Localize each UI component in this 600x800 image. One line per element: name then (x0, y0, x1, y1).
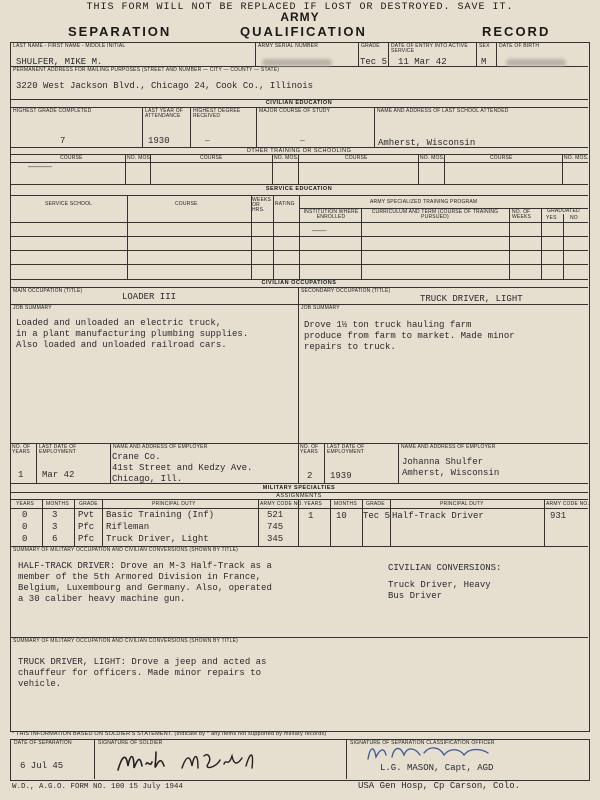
col-weeks: WEEKS OR HRS. (252, 197, 272, 213)
label-highest-grade: HIGHEST GRADE COMPLETED (13, 108, 92, 114)
label-secondary-occupation: SECONDARY OCCUPATION (TITLE) (301, 288, 391, 294)
label-officer-signature: SIGNATURE OF SEPARATION CLASSIFICATION OFFICER (350, 740, 495, 746)
label-astp: ARMY SPECIALIZED TRAINING PROGRAM (370, 199, 478, 205)
row-code: 521 (267, 510, 284, 520)
label-job-summary-secondary: JOB SUMMARY (301, 305, 340, 311)
name-value: SHULFER, MIKE M. (16, 57, 103, 67)
col-years-left: YEARS (16, 501, 34, 507)
other-training-none: —————— (28, 163, 51, 172)
label-major: MAJOR COURSE OF STUDY (259, 108, 331, 114)
summary-truck-driver-light: TRUCK DRIVER, LIGHT: Drove a jeep and acted as chauffeur for officers. Made minor repairs to vehicle. (18, 657, 267, 689)
col-graduated: GRADUATED (547, 208, 580, 214)
major-value: — (300, 137, 305, 146)
col-no-weeks: NO. OF WEEKS (512, 209, 532, 220)
col-course-2: COURSE (200, 155, 223, 161)
row-code: 745 (267, 522, 284, 532)
row-months: 6 (52, 534, 58, 544)
grade-value: Tec 5 (360, 57, 388, 67)
soldier-signature (112, 742, 292, 778)
label-separation-date: DATE OF SEPARATION (14, 740, 72, 746)
label-grade: GRADE (361, 43, 380, 49)
label-soldier-signature: SIGNATURE OF SOLDIER (98, 740, 163, 746)
row-months: 10 (336, 511, 347, 521)
hospital-location: USA Gen Hosp, Cp Carson, Colo. (358, 781, 521, 791)
secondary-years-value: 2 (307, 471, 313, 481)
label-highest-degree: HIGHEST DEGREE RECEIVED (193, 108, 241, 119)
label-serial: ARMY SERIAL NUMBER (258, 43, 319, 49)
form-number: W.D., A.G.O. FORM NO. 100 15 July 1944 (12, 783, 184, 791)
label-last-year: LAST YEAR OF ATTENDANCE (145, 108, 184, 119)
main-occupation-value: LOADER III (122, 292, 177, 302)
main-lastdate-value: Mar 42 (42, 470, 75, 480)
label-assignments: ASSIGNMENTS (276, 493, 322, 499)
col-grade-right: GRADE (366, 501, 385, 507)
col-yes: YES (546, 215, 557, 221)
row-grade: Tec 5 (363, 511, 391, 521)
row-years: 0 (22, 534, 28, 544)
footer-note: * THIS INFORMATION BASED ON SOLDIER'S STATEMENT. (Indicate by * any items not supported by military records) (12, 731, 327, 737)
col-duty-left: PRINCIPAL DUTY (152, 501, 196, 507)
form-army-heading: ARMY (280, 10, 320, 24)
title-qualification: QUALIFICATION (240, 24, 367, 39)
main-job-summary: Loaded and unloaded an electric truck, in a plant manufacturing plumbing supplies. Also loaded and unloaded railroad cars. (16, 318, 249, 350)
col-nomos-3: NO. MOS. (420, 155, 445, 161)
col-no: NO (570, 215, 578, 221)
col-service-school: SERVICE SCHOOL (45, 201, 93, 207)
redacted-serial (262, 59, 332, 66)
col-months-left: MONTHS (46, 501, 69, 507)
label-other-training: OTHER TRAINING OR SCHOOLING (246, 148, 352, 154)
row-months: 3 (52, 522, 58, 532)
title-separation: SEPARATION (68, 24, 172, 39)
col-code-left: ARMY CODE NO. (260, 501, 304, 507)
highest-grade-value: 7 (60, 136, 66, 146)
col-years-right: YEARS (304, 501, 322, 507)
row-years: 1 (308, 511, 314, 521)
summary-half-track-driver: HALF-TRACK DRIVER: Drove an M-3 Half-Track as a member of the 5th Armored Division in France, Belgium, Luxembourg and Germany. Also, operated a 30 caliber heavy machine gun. (18, 561, 272, 604)
section-service-education: SERVICE EDUCATION (265, 186, 333, 192)
label-entry-date: DATE OF ENTRY INTO ACTIVE SERVICE (391, 43, 468, 54)
civilian-conversions-list: Truck Driver, Heavy Bus Driver (388, 580, 491, 601)
sex-value: M (481, 57, 487, 67)
main-employer-value: Crane Co. 41st Street and Kedzy Ave. Chicago, Ill. (112, 452, 253, 484)
label-employer-secondary: NAME AND ADDRESS OF EMPLOYER (401, 444, 496, 450)
last-year-value: 1930 (148, 136, 170, 146)
label-summary-2: SUMMARY OF MILITARY OCCUPATION AND CIVILIAN CONVERSIONS (SHOWN BY TITLE) (13, 638, 238, 644)
civilian-conversions-title: CIVILIAN CONVERSIONS: (388, 563, 502, 573)
col-nomos-2: NO. MOS. (274, 155, 299, 161)
row-duty: Half-Track Driver (392, 511, 484, 521)
last-school-value: Amherst, Wisconsin (378, 138, 476, 148)
row-duty: Truck Driver, Light (106, 534, 209, 544)
col-nomos-4: NO. MOS. (564, 155, 589, 161)
officer-name: L.G. MASON, Capt, AGD (380, 763, 494, 773)
institution-value: ——— (312, 227, 327, 236)
col-institution: INSTITUTION WHERE ENROLLED (303, 209, 359, 220)
col-rating: RATING (275, 201, 295, 207)
label-summary-1: SUMMARY OF MILITARY OCCUPATION AND CIVILIAN CONVERSIONS (SHOWN BY TITLE) (13, 547, 238, 553)
row-code: 931 (550, 511, 567, 521)
entry-date-value: 11 Mar 42 (398, 57, 447, 67)
col-duty-right: PRINCIPAL DUTY (440, 501, 484, 507)
row-duty: Basic Training (Inf) (106, 510, 215, 520)
label-lastdate-secondary: LAST DATE OF EMPLOYMENT (327, 444, 365, 455)
main-years-value: 1 (18, 470, 24, 480)
row-code: 345 (267, 534, 284, 544)
label-main-occupation: MAIN OCCUPATION (TITLE) (13, 288, 83, 294)
separation-date-value: 6 Jul 45 (20, 761, 64, 771)
col-course-3: COURSE (345, 155, 368, 161)
col-grade-left: GRADE (79, 501, 98, 507)
label-address: PERMANENT ADDRESS FOR MAILING PURPOSES (STREET AND NUMBER — CITY — COUNTY — STATE) (13, 67, 280, 73)
address-value: 3220 West Jackson Blvd., Chicago 24, Cook Co., Illinois (16, 81, 314, 91)
label-job-summary-main: JOB SUMMARY (13, 305, 52, 311)
row-grade: Pfc (78, 522, 95, 532)
label-years-secondary: NO. OF YEARS (300, 444, 319, 455)
row-years: 0 (22, 522, 28, 532)
secondary-job-summary: Drove 1½ ton truck hauling farm produce from farm to market. Made minor repairs to truck. (304, 320, 515, 352)
secondary-occupation-value: TRUCK DRIVER, LIGHT (420, 294, 523, 304)
label-last-school: NAME AND ADDRESS OF LAST SCHOOL ATTENDED (377, 108, 509, 114)
label-years-main: NO. OF YEARS (12, 444, 31, 455)
row-grade: Pfc (78, 534, 95, 544)
col-months-right: MONTHS (334, 501, 357, 507)
form-notice: THIS FORM WILL NOT BE REPLACED IF LOST OR DESTROYED. SAVE IT. (86, 2, 514, 13)
label-sex: SEX (479, 43, 490, 49)
row-grade: Pvt (78, 510, 95, 520)
label-lastdate-main: LAST DATE OF EMPLOYMENT (39, 444, 77, 455)
officer-signature (360, 741, 540, 763)
redacted-dob (506, 59, 566, 66)
col-svc-course: COURSE (175, 201, 198, 207)
title-record: RECORD (482, 24, 551, 39)
secondary-lastdate-value: 1939 (330, 471, 352, 481)
row-years: 0 (22, 510, 28, 520)
degree-value: — (205, 137, 210, 146)
col-course-4: COURSE (490, 155, 513, 161)
col-nomos-1: NO. MOS. (127, 155, 152, 161)
row-duty: Rifleman (106, 522, 150, 532)
secondary-employer-value: Johanna Shulfer Amherst, Wisconsin (402, 457, 500, 478)
section-civilian-occupations: CIVILIAN OCCUPATIONS (261, 280, 337, 286)
section-civilian-education: CIVILIAN EDUCATION (265, 100, 333, 106)
col-course-1: COURSE (60, 155, 83, 161)
label-dob: DATE OF BIRTH (499, 43, 540, 49)
label-employer-main: NAME AND ADDRESS OF EMPLOYER (113, 444, 208, 450)
col-curriculum: CURRICULUM AND TERM (COURSE OF TRAINING PURSUED) (371, 209, 499, 220)
label-name: LAST NAME - FIRST NAME - MIDDLE INITIAL (13, 43, 126, 49)
row-months: 3 (52, 510, 58, 520)
col-code-right: ARMY CODE NO. (546, 501, 590, 507)
section-military-specialties: MILITARY SPECIALTIES (262, 485, 336, 491)
